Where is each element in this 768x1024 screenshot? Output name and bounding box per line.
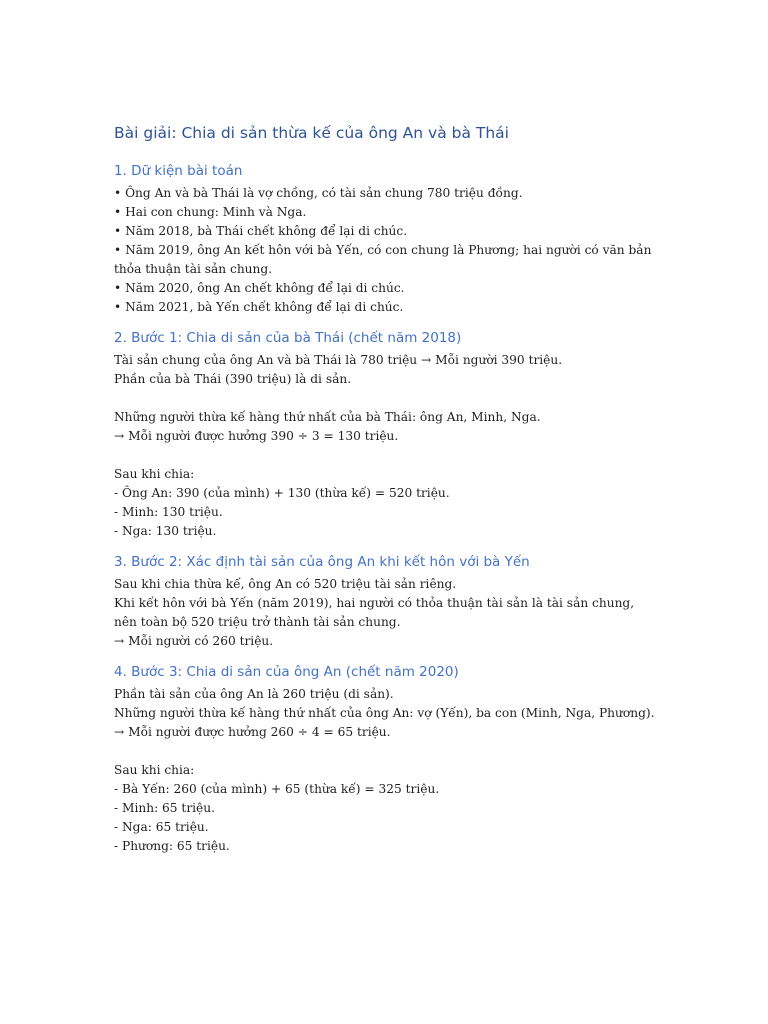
section-heading: 1. Dữ kiện bài toán [114,163,243,179]
text-line: Những người thừa kế hàng thứ nhất của ông An: vợ (Yến), ba con (Minh, Nga, Phương). [114,706,655,720]
text-line: Sau khi chia thừa kế, ông An có 520 triệu tài sản riêng. [114,577,457,591]
text-line: → Mỗi người có 260 triệu. [114,634,274,648]
text-line: Phần tài sản của ông An là 260 triệu (di sản). [114,687,394,701]
section-step-2 [114,551,674,651]
blank-line [114,446,674,465]
section-step-1 [114,327,674,541]
text-line: Sau khi chia: [114,763,195,777]
text-line: • Năm 2018, bà Thái chết không để lại di chúc. [114,224,408,238]
text-line: Phần của bà Thái (390 triệu) là di sản. [114,372,352,386]
section-heading: 4. Bước 3: Chia di sản của ông An (chết năm 2020) [114,664,459,680]
text-line: • Năm 2021, bà Yến chết không để lại di chúc. [114,300,404,314]
document-body [114,121,674,866]
text-line: - Phương: 65 triệu. [114,839,230,853]
section-heading: 3. Bước 2: Xác định tài sản của ông An khi kết hôn với bà Yến [114,554,530,570]
text-line: - Ông An: 390 (của mình) + 130 (thừa kế) = 520 triệu. [114,486,450,500]
text-line: - Nga: 65 triệu. [114,820,209,834]
text-line: - Bà Yến: 260 (của mình) + 65 (thừa kế) = 325 triệu. [114,782,440,796]
section-heading: 2. Bước 1: Chia di sản của bà Thái (chết năm 2018) [114,330,462,346]
document-title: Bài giải: Chia di sản thừa kế của ông An và bà Thái [114,124,509,142]
blank-line [114,742,674,761]
text-line: → Mỗi người được hưởng 260 ÷ 4 = 65 triệu. [114,725,391,739]
text-line: - Minh: 65 triệu. [114,801,215,815]
section-facts [114,160,674,317]
text-line: • Năm 2020, ông An chết không để lại di chúc. [114,281,405,295]
text-line: • Ông An và bà Thái là vợ chồng, có tài sản chung 780 triệu đồng. [114,186,523,200]
section-step-3 [114,661,674,856]
text-line: - Nga: 130 triệu. [114,524,217,538]
text-line: Sau khi chia: [114,467,195,481]
text-line: - Minh: 130 triệu. [114,505,223,519]
blank-line [114,389,674,408]
text-line: Những người thừa kế hàng thứ nhất của bà Thái: ông An, Minh, Nga. [114,410,541,424]
text-line: Khi kết hôn với bà Yến (năm 2019), hai người có thỏa thuận tài sản là tài sản chung, nên toàn bộ 520 triệu trở thành tài sản chung. [114,596,635,629]
text-line: • Năm 2019, ông An kết hôn với bà Yến, có con chung là Phương; hai người có văn bản thỏa thuận tài sản chung. [114,243,652,276]
text-line: Tài sản chung của ông An và bà Thái là 780 triệu → Mỗi người 390 triệu. [114,353,563,367]
text-line: • Hai con chung: Minh và Nga. [114,205,307,219]
text-line: → Mỗi người được hưởng 390 ÷ 3 = 130 triệu. [114,429,399,443]
